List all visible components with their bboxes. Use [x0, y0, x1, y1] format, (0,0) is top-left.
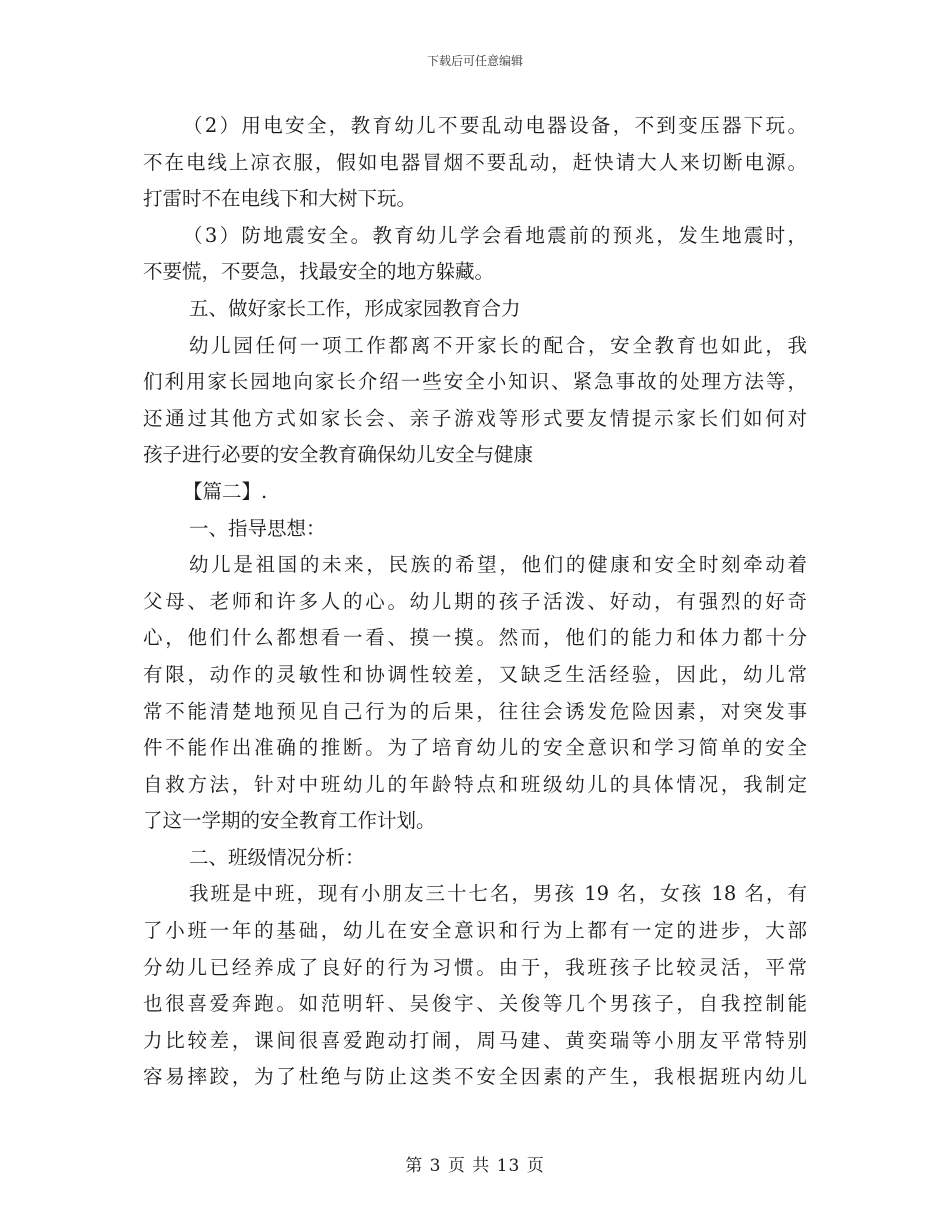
- text-line: 二、班级情况分析：: [189, 845, 365, 869]
- text-line: 也很喜爱奔跑。如范明轩、吴俊宇、关俊等几个男孩子，自我控制能: [143, 992, 807, 1016]
- text-line: 有限，动作的灵敏性和协调性较差，又缺乏生活经验，因此，幼儿常: [143, 662, 807, 686]
- text-line: 我班是中班，现有小朋友三十七名，男孩 19 名，女孩 18 名，有: [189, 882, 807, 906]
- text-line: 幼儿是祖国的未来，民族的希望，他们的健康和安全时刻牵动着: [189, 553, 807, 577]
- text-line: 不在电线上凉衣服，假如电器冒烟不要乱动，赶快请大人来切断电源。: [143, 150, 807, 174]
- document-body: [143, 108, 807, 1096]
- text-line: 打雷时不在电线下和大树下玩。: [143, 187, 417, 211]
- text-line: 不要慌，不要急，找最安全的地方躲藏。: [143, 260, 495, 284]
- text-line: 件不能作出准确的推断。为了培育幼儿的安全意识和学习简单的安全: [143, 736, 807, 760]
- page-number: 第 3 页 共 13 页: [405, 1156, 545, 1176]
- text-line: 【篇二】.: [183, 479, 268, 503]
- text-line: 五、做好家长工作，形成家园教育合力: [189, 296, 521, 320]
- text-line: 自救方法，针对中班幼儿的年龄特点和班级幼儿的具体情况，我制定: [143, 772, 807, 796]
- text-line: 幼儿园任何一项工作都离不开家长的配合，安全教育也如此，我: [189, 333, 807, 357]
- text-line: 一、指导思想：: [189, 516, 326, 540]
- text-line: 分幼儿已经养成了良好的行为习惯。由于，我班孩子比较灵活，平常: [143, 955, 807, 979]
- text-line: （3）防地震安全。教育幼儿学会看地震前的预兆，发生地震时，: [183, 223, 807, 247]
- text-line: 心，他们什么都想看一看、摸一摸。然而，他们的能力和体力都十分: [143, 626, 807, 650]
- text-line: 了小班一年的基础，幼儿在安全意识和行为上都有一定的进步，大部: [143, 919, 807, 943]
- page-header-note: 下载后可任意编辑: [426, 54, 523, 68]
- text-line: 父母、老师和许多人的心。幼儿期的孩子活泼、好动，有强烈的好奇: [143, 589, 807, 613]
- text-line: （2）用电安全，教育幼儿不要乱动电器设备，不到变压器下玩。: [183, 114, 807, 137]
- text-line: 还通过其他方式如家长会、亲子游戏等形式要友情提示家长们如何对: [143, 406, 807, 430]
- text-line: 力比较差，课间很喜爱跑动打闹，周马建、黄奕瑞等小朋友平常特别: [143, 1028, 807, 1052]
- text-line: 们利用家长园地向家长介绍一些安全小知识、紧急事故的处理方法等，: [143, 370, 807, 394]
- text-line: 常不能清楚地预见自己行为的后果，往往会诱发危险因素，对突发事: [143, 699, 807, 723]
- text-line: 孩子进行必要的安全教育确保幼儿安全与健康: [143, 443, 534, 467]
- text-line: 容易摔跤，为了杜绝与防止这类不安全因素的产生，我根据班内幼儿: [143, 1065, 807, 1089]
- text-line: 了这一学期的安全教育工作计划。: [143, 809, 436, 833]
